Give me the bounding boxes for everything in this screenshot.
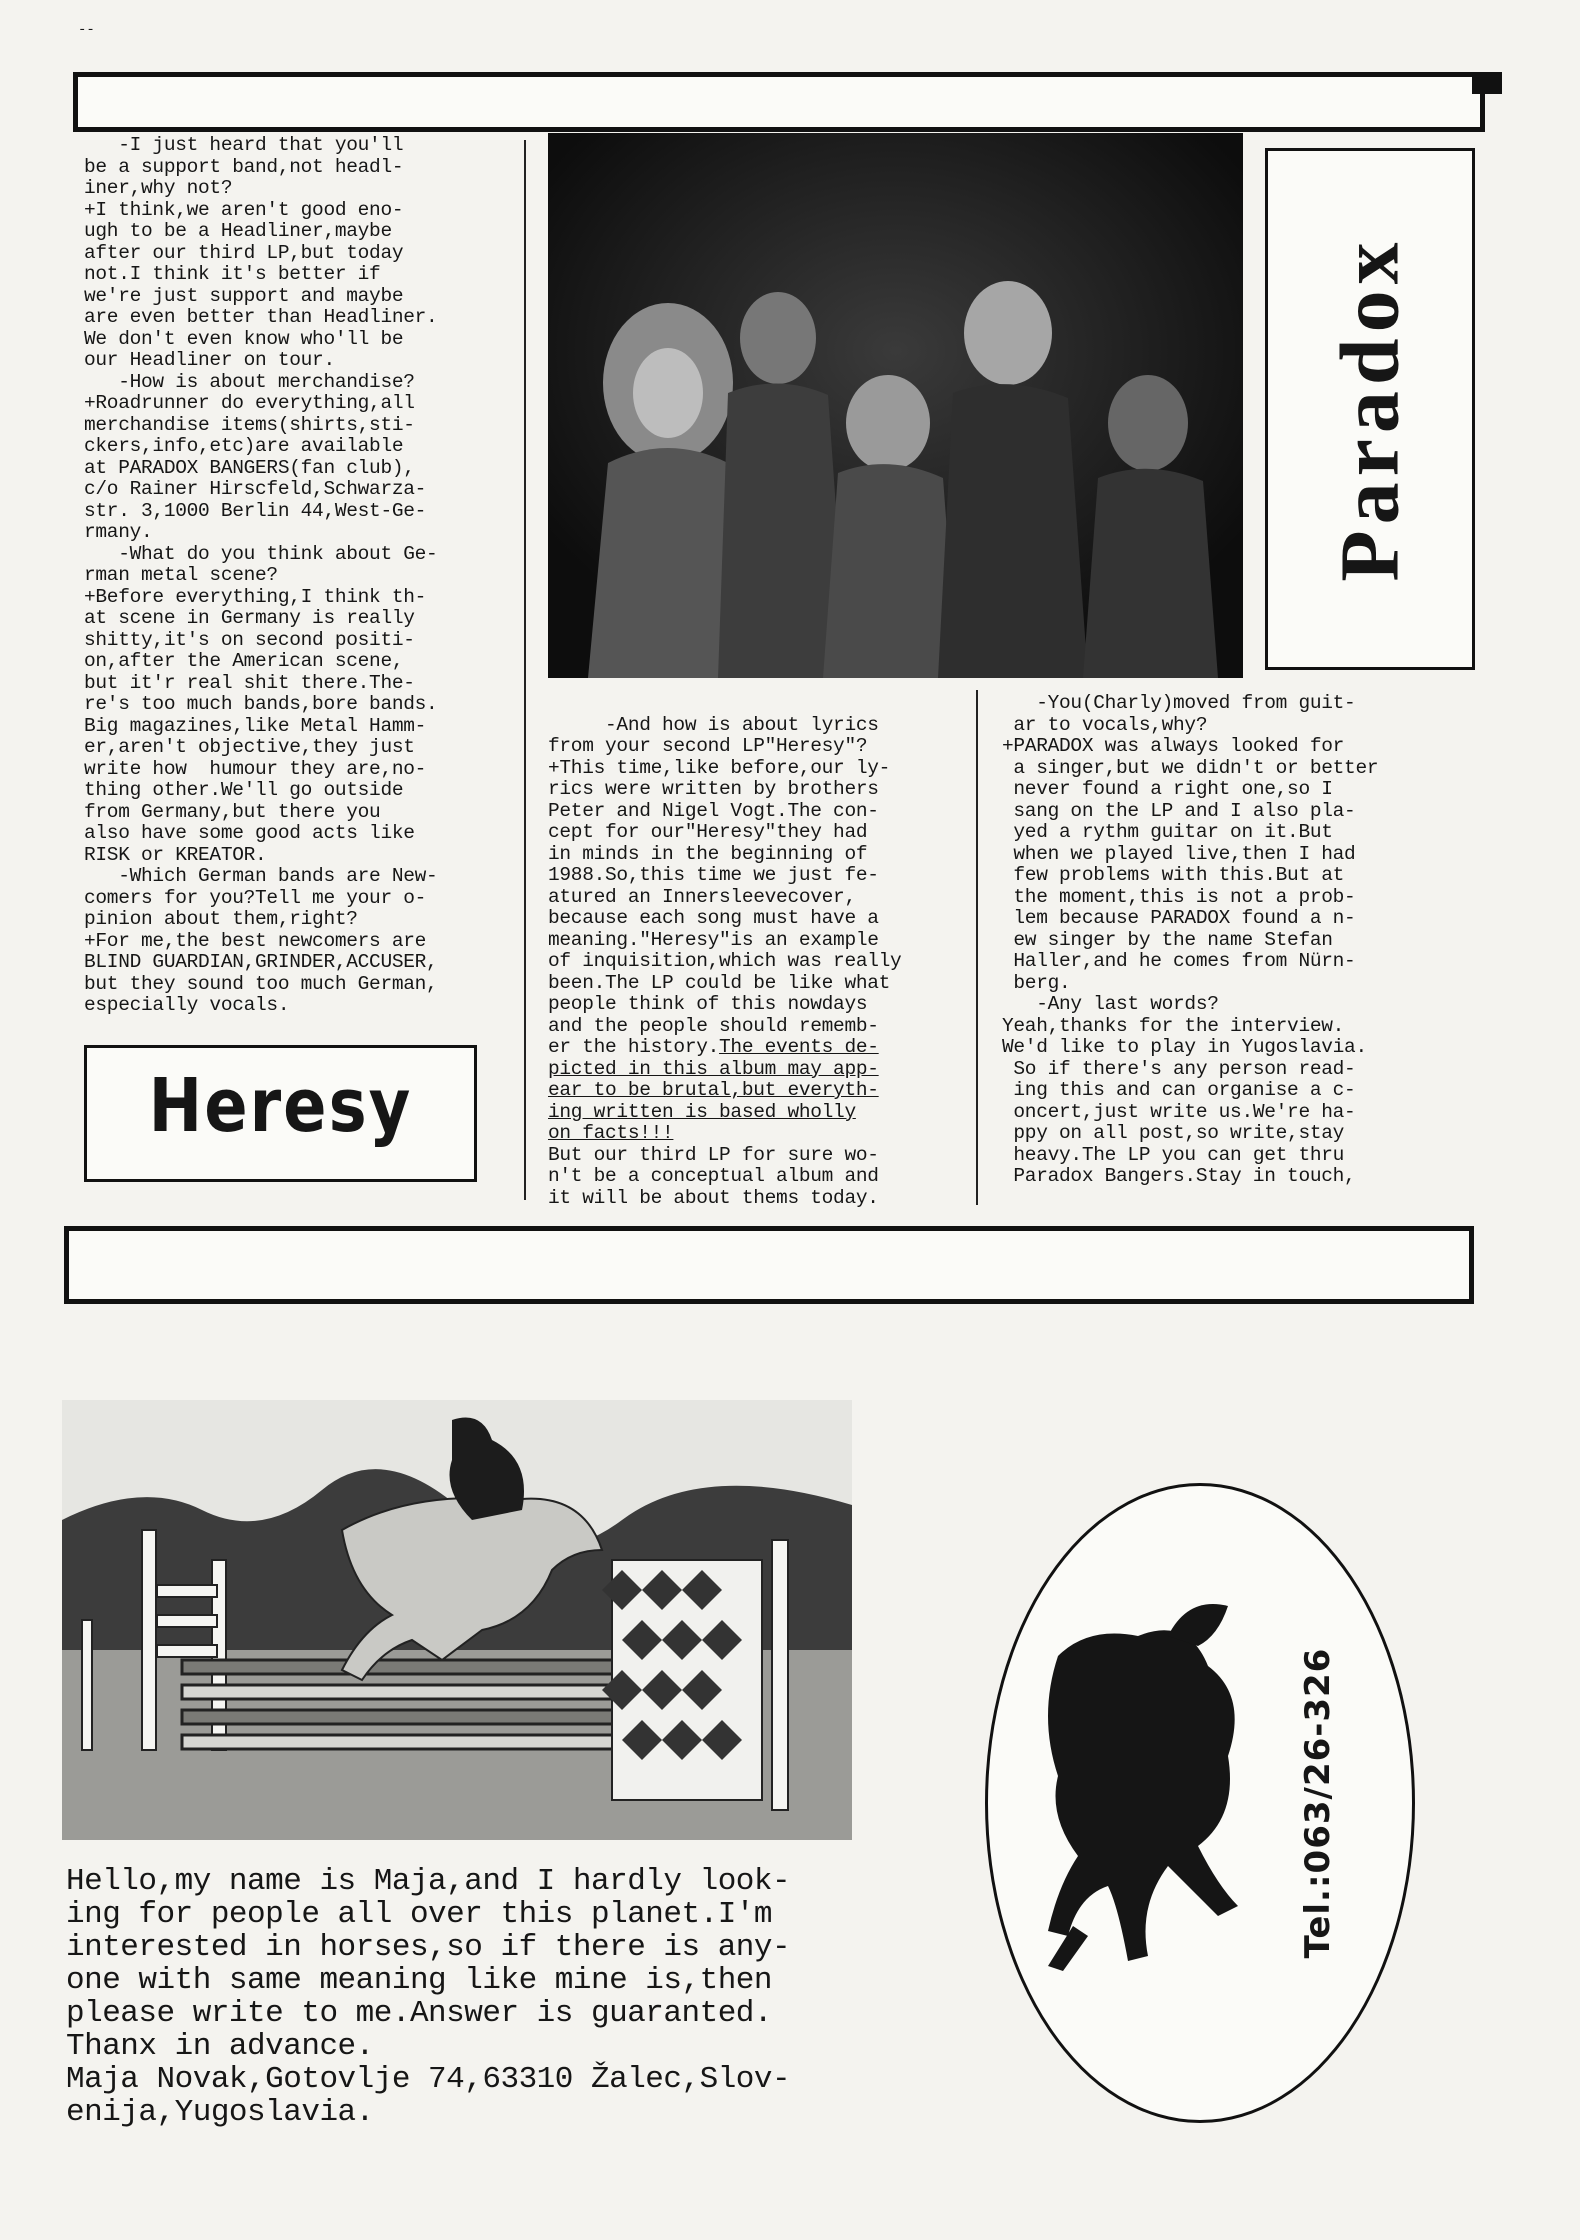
horse-jump-image (62, 1400, 852, 1840)
phone-oval-logo (985, 1483, 1415, 2123)
classified-ad-text: Hello,my name is Maja,and I hardly look- ing for people all over this planet.I′m interested in horses,so if there is any- one with same meaning like mine is,then please write to me.Answer is guaranted. Thanx in advance. Maja Novak,Gotovlje 74,63310 Žalec,Slov- enija,Yugoslavia. (66, 1864, 791, 2130)
corner-mark: -- (78, 22, 95, 38)
top-banner (73, 72, 1485, 132)
interview-column-2 (548, 693, 968, 1209)
column-2-text: -And how is about lyrics from your second LP"Heresy"? +This time,like before,our ly- rics were written by brothers Peter and Nigel Vogt.The con- cept for our"Heresy"they had in minds in the beginning of 1988.So,this time we just fe- atured an Innersleevecover, because each song must have a meaning."Heresy"is an example of inquisition,which was really been.The LP could be like what people think of this nowdays and the people should rememb- er the history. (548, 713, 902, 1058)
interview-column-3: -You(Charly)moved from guit- ar to vocals,why? +PARADOX was always looked for a singer,but we didn′t or better never found a right one,so I sang on the LP and I also pla- yed a rythm guitar on it.But when we played live,then I had few problems with this.But at the moment,this is not a prob- lem because PARADOX found a n- ew singer by the name Stefan Haller,and he comes from Nürn- berg. -Any last words? Yeah,thanks for the interview. We′d like to play in Yugoslavia. So if there′s any person read- ing this and can organise a c- oncert,just write us.We′re ha- ppy on all post,so write,stay heavy.The LP you can get thru Paradox Bangers.Stay in touch, (1002, 692, 1379, 1187)
phone-number: Tel.:063/26-326 (1298, 1647, 1338, 1959)
column-2-ending: But our third LP for sure wo- n′t be a conceptual album and it will be about thems today. (548, 1143, 879, 1209)
interview-column-1: -I just heard that you′ll be a support band,not headl- iner,why not? +I think,we aren′t good eno- ugh to be a Headliner,maybe after our third LP,but today not.I think it′s better if we′re just support and maybe are even better than Headliner. We don′t even know who′ll be our Headliner on tour. -How is about merchandise? +Roadrunner do everything,all merchandise items(shirts,sti- ckers,info,etc)are available at PARADOX BANGERS(fan club), c/o Rainer Hirscfeld,Schwarza- str. 3,1000 Berlin 44,West-Ge- rmany. -What do you think about Ge- rman metal scene? +Before everything,I think th- at scene in Germany is really shitty,it′s on second positi- on,after the American scene, but it′r real shit there.The- re′s too much bands,bore bands. Big magazines,like Metal Hamm- er,aren′t objective,they just write how humour they are,no- thing other.We′ll go outside from Germany,but there you also have some good acts like RISK or KREATOR. -Which German bands are New- comers for you?Tell me your o- pinion about them,right? +For me,the best newcomers are BLIND GUARDIAN,GRINDER,ACCUSER, but they sound too much German, especially vocals. (84, 134, 438, 1016)
column-2-underlined: The events de- picted in this album may app- ear to be brutal,but everyth- ing written is based wholly on facts!!! (548, 1036, 879, 1144)
band-photo-image (548, 133, 1243, 678)
band-name-box (1265, 148, 1475, 670)
band-photo (548, 133, 1243, 678)
top-banner-tail (1472, 72, 1502, 94)
column-divider-2 (976, 690, 978, 1205)
horse-silhouette-icon (988, 1486, 1418, 2126)
band-name-title: Paradox (1323, 236, 1417, 582)
middle-banner (64, 1226, 1474, 1304)
horse-jump-photo (62, 1400, 852, 1840)
album-title-box (84, 1045, 477, 1182)
album-title: Heresy (148, 1064, 413, 1150)
column-divider-1 (524, 140, 526, 1200)
